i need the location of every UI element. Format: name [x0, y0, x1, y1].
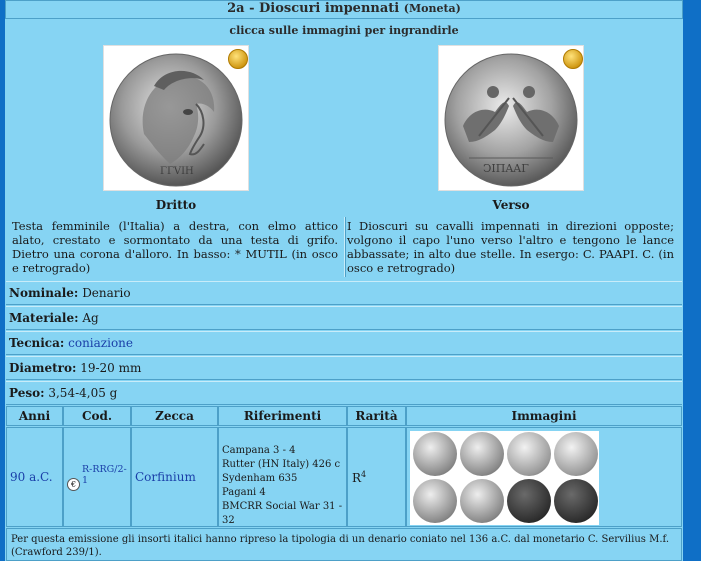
- detail-row-diametro: [6, 356, 682, 380]
- thumbnail-obverse-2[interactable]: [507, 432, 551, 476]
- obverse-coin-icon: [104, 46, 248, 190]
- content-panel: [5, 0, 683, 561]
- reverse-caption: Verso: [492, 198, 530, 212]
- thumbnail-reverse-1[interactable]: [460, 432, 504, 476]
- cell-anni: [6, 427, 63, 527]
- riferimento-item: Rutter (HN Italy) 426 c: [222, 459, 341, 470]
- euro-icon: €: [67, 478, 80, 491]
- cell-immagini: [406, 427, 682, 527]
- obverse-caption: Dritto: [155, 198, 197, 212]
- riferimento-item: Pagani 4: [222, 487, 266, 498]
- riferimenti-list: [222, 444, 346, 528]
- thumbnail-obverse-1[interactable]: [413, 432, 457, 476]
- header-riferimenti: Riferimenti: [218, 406, 347, 426]
- tecnica-link[interactable]: coniazione: [68, 336, 134, 350]
- detail-label: Materiale:: [9, 311, 79, 325]
- detail-row-tecnica: [6, 331, 682, 355]
- reverse-coin-icon: [439, 46, 583, 190]
- cell-cod: [63, 427, 131, 527]
- anni-link[interactable]: 90 a.C.: [10, 470, 53, 484]
- cell-zecca: [131, 427, 218, 527]
- detail-value: Ag: [82, 311, 99, 325]
- header-cod: Cod.: [63, 406, 131, 426]
- rarita-letter: R: [352, 471, 362, 485]
- zecca-link[interactable]: Corfinium: [135, 470, 196, 484]
- detail-value: Denario: [82, 286, 131, 300]
- detail-label: Nominale:: [9, 286, 79, 300]
- riferimento-item: Sydenham 635: [222, 473, 298, 484]
- riferimento-item: Campana 3 - 4: [222, 445, 296, 456]
- reverse-description: I Dioscuri su cavalli impennati in direzioni opposte; volgono il capo l'uno verso l'altro e tengono le lance abbassate; in alto due stelle. In esergo: C. PAAPI. C. (in osco e retrogrado): [347, 219, 674, 275]
- riferimento-item: BMCRR Social War 31 - 32: [222, 501, 343, 526]
- footnote: Per questa emissione gli insorti italici hanno ripreso la tipologia di un denario coniato nel 136 a.C. dal monetario C. Servilius M.f. (Crawford 239/1).: [11, 534, 670, 558]
- thumbnail-reverse-2[interactable]: [554, 432, 598, 476]
- obverse-description: Testa femminile (l'Italia) a destra, con elmo attico alato, crestato e sormontato da una testa di grifo. Dietro una corona d'alloro. In basso: * MUTIL (in osco e retrogrado): [12, 219, 338, 275]
- header-anni: Anni: [6, 406, 63, 426]
- gold-medal-icon: [228, 49, 248, 69]
- rarita-grade: 4: [361, 470, 367, 479]
- cell-riferimenti: [218, 427, 347, 527]
- detail-row-nominale: [6, 281, 682, 305]
- thumbnail-reverse-4[interactable]: [554, 479, 598, 523]
- header-zecca: Zecca: [131, 406, 218, 426]
- detail-row-materiale: [6, 306, 682, 330]
- detail-label: Tecnica:: [9, 336, 65, 350]
- cell-rarita: [347, 427, 406, 527]
- detail-label: Diametro:: [9, 361, 77, 375]
- detail-label: Peso:: [9, 386, 45, 400]
- detail-row-peso: [6, 381, 682, 405]
- page-title-suffix: (Moneta): [403, 2, 461, 15]
- description-divider-shadow: [345, 217, 346, 277]
- detail-value: 19-20 mm: [80, 361, 142, 375]
- gold-medal-icon: [563, 49, 583, 69]
- thumbnail-obverse-4[interactable]: [507, 479, 551, 523]
- reverse-image[interactable]: [438, 45, 584, 191]
- header-immagini: Immagini: [406, 406, 682, 426]
- thumbnail-obverse-3[interactable]: [413, 479, 457, 523]
- cod-link[interactable]: R-RRG/2-1: [82, 464, 127, 486]
- reverse-inscription: ϽΙΠΑΑΓ: [483, 162, 529, 175]
- page-title-text: 2a - Dioscuri impennati: [227, 1, 400, 16]
- obverse-image[interactable]: [103, 45, 249, 191]
- rarita-value: [352, 470, 366, 485]
- detail-value: 3,54-4,05 g: [48, 386, 118, 400]
- thumbnail-grid: [410, 431, 599, 525]
- thumbnail-reverse-3[interactable]: [460, 479, 504, 523]
- page-title: [5, 0, 683, 18]
- header-rarita: Rarità: [347, 406, 406, 426]
- obverse-inscription: ΓΓVΙΗ: [160, 166, 194, 177]
- enlarge-hint: clicca sulle immagini per ingrandirle: [229, 24, 459, 37]
